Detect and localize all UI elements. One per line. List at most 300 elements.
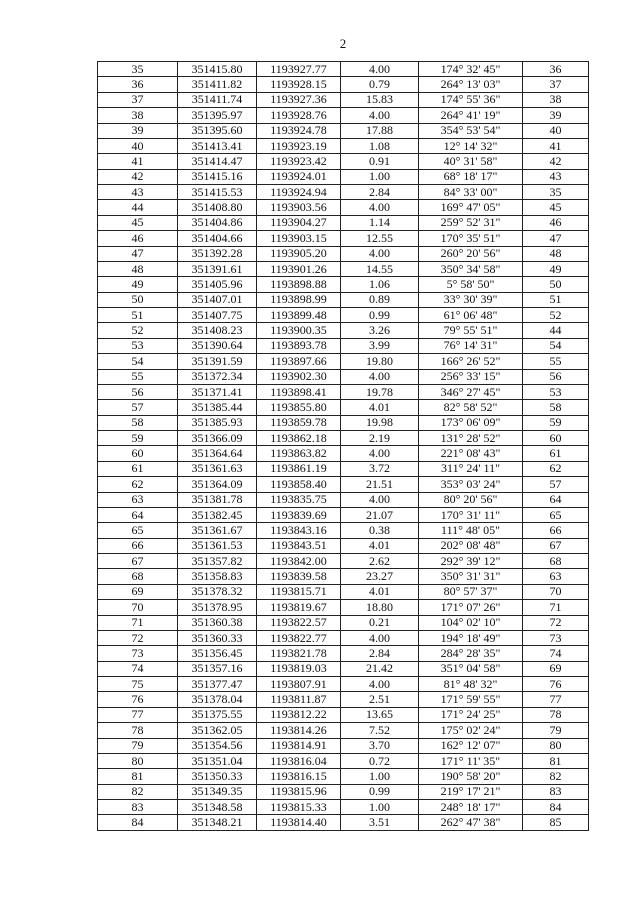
next-point-cell: 55: [523, 354, 589, 369]
table-row: [98, 138, 589, 153]
next-point-cell: 62: [523, 461, 589, 476]
next-point-cell: 51: [523, 292, 589, 307]
y-coordinate-cell: 1193842.00: [257, 554, 341, 569]
table-row: [98, 707, 589, 722]
y-coordinate-cell: 1193843.51: [257, 538, 341, 553]
x-coordinate-cell: 351411.82: [178, 77, 257, 92]
x-coordinate-cell: 351358.83: [178, 569, 257, 584]
bearing-cell: 79° 55' 51": [419, 323, 523, 338]
next-point-cell: 48: [523, 246, 589, 261]
x-coordinate-cell: 351415.80: [178, 62, 257, 77]
y-coordinate-cell: 1193928.76: [257, 108, 341, 123]
page-number: 2: [339, 36, 347, 51]
distance-cell: 21.51: [341, 477, 419, 492]
distance-cell: 13.65: [341, 707, 419, 722]
next-point-cell: 67: [523, 538, 589, 553]
next-point-cell: 42: [523, 154, 589, 169]
distance-cell: 2.84: [341, 185, 419, 200]
x-coordinate-cell: 351354.56: [178, 738, 257, 753]
next-point-cell: 49: [523, 261, 589, 276]
next-point-cell: 44: [523, 323, 589, 338]
table-row: [98, 584, 589, 599]
y-coordinate-cell: 1193900.35: [257, 323, 341, 338]
y-coordinate-cell: 1193899.48: [257, 308, 341, 323]
x-coordinate-cell: 351348.58: [178, 800, 257, 815]
table-row: [98, 77, 589, 92]
distance-cell: 2.51: [341, 692, 419, 707]
distance-cell: 0.89: [341, 292, 419, 307]
bearing-cell: 264° 13' 03": [419, 77, 523, 92]
point-number-cell: 60: [98, 446, 178, 461]
point-number-cell: 72: [98, 630, 178, 645]
table-row: [98, 384, 589, 399]
y-coordinate-cell: 1193807.91: [257, 677, 341, 692]
distance-cell: 7.52: [341, 723, 419, 738]
table-row: [98, 261, 589, 276]
table-row: [98, 753, 589, 768]
point-number-cell: 50: [98, 292, 178, 307]
x-coordinate-cell: 351361.63: [178, 461, 257, 476]
point-number-cell: 59: [98, 431, 178, 446]
x-coordinate-cell: 351391.59: [178, 354, 257, 369]
distance-cell: 19.80: [341, 354, 419, 369]
next-point-cell: 79: [523, 723, 589, 738]
table-row: [98, 538, 589, 553]
x-coordinate-cell: 351349.35: [178, 784, 257, 799]
bearing-cell: 354° 53' 54": [419, 123, 523, 138]
point-number-cell: 63: [98, 492, 178, 507]
bearing-cell: 260° 20' 56": [419, 246, 523, 261]
next-point-cell: 50: [523, 277, 589, 292]
next-point-cell: 40: [523, 123, 589, 138]
x-coordinate-cell: 351364.64: [178, 446, 257, 461]
bearing-cell: 256° 33' 15": [419, 369, 523, 384]
distance-cell: 4.00: [341, 246, 419, 261]
distance-cell: 14.55: [341, 261, 419, 276]
y-coordinate-cell: 1193812.22: [257, 707, 341, 722]
bearing-cell: 169° 47' 05": [419, 200, 523, 215]
y-coordinate-cell: 1193927.36: [257, 92, 341, 107]
x-coordinate-cell: 351356.45: [178, 646, 257, 661]
distance-cell: 3.51: [341, 815, 419, 830]
y-coordinate-cell: 1193924.94: [257, 185, 341, 200]
next-point-cell: 58: [523, 400, 589, 415]
y-coordinate-cell: 1193858.40: [257, 477, 341, 492]
distance-cell: 12.55: [341, 231, 419, 246]
x-coordinate-cell: 351404.66: [178, 231, 257, 246]
table-row: [98, 354, 589, 369]
distance-cell: 1.00: [341, 769, 419, 784]
next-point-cell: 84: [523, 800, 589, 815]
table-row: [98, 431, 589, 446]
next-point-cell: 59: [523, 415, 589, 430]
bearing-cell: 264° 41' 19": [419, 108, 523, 123]
bearing-cell: 346° 27' 45": [419, 384, 523, 399]
distance-cell: 17.88: [341, 123, 419, 138]
y-coordinate-cell: 1193839.69: [257, 507, 341, 522]
distance-cell: 0.99: [341, 784, 419, 799]
distance-cell: 4.01: [341, 538, 419, 553]
next-point-cell: 61: [523, 446, 589, 461]
next-point-cell: 65: [523, 507, 589, 522]
y-coordinate-cell: 1193839.58: [257, 569, 341, 584]
x-coordinate-cell: 351395.97: [178, 108, 257, 123]
point-number-cell: 52: [98, 323, 178, 338]
table-row: [98, 677, 589, 692]
bearing-cell: 190° 58' 20": [419, 769, 523, 784]
table-row: [98, 108, 589, 123]
distance-cell: 19.78: [341, 384, 419, 399]
table-row: [98, 600, 589, 615]
point-number-cell: 48: [98, 261, 178, 276]
x-coordinate-cell: 351362.05: [178, 723, 257, 738]
point-number-cell: 43: [98, 185, 178, 200]
table-row: [98, 169, 589, 184]
point-number-cell: 64: [98, 507, 178, 522]
y-coordinate-cell: 1193861.19: [257, 461, 341, 476]
distance-cell: 4.00: [341, 369, 419, 384]
y-coordinate-cell: 1193815.96: [257, 784, 341, 799]
table-row: [98, 415, 589, 430]
next-point-cell: 63: [523, 569, 589, 584]
bearing-cell: 351° 04' 58": [419, 661, 523, 676]
x-coordinate-cell: 351415.53: [178, 185, 257, 200]
table-row: [98, 523, 589, 538]
y-coordinate-cell: 1193816.15: [257, 769, 341, 784]
next-point-cell: 66: [523, 523, 589, 538]
table-row: [98, 800, 589, 815]
next-point-cell: 38: [523, 92, 589, 107]
next-point-cell: 57: [523, 477, 589, 492]
table-row: [98, 246, 589, 261]
point-number-cell: 37: [98, 92, 178, 107]
point-number-cell: 74: [98, 661, 178, 676]
distance-cell: 0.72: [341, 753, 419, 768]
x-coordinate-cell: 351413.41: [178, 138, 257, 153]
bearing-cell: 68° 18' 17": [419, 169, 523, 184]
y-coordinate-cell: 1193819.67: [257, 600, 341, 615]
distance-cell: 3.26: [341, 323, 419, 338]
distance-cell: 0.91: [341, 154, 419, 169]
point-number-cell: 39: [98, 123, 178, 138]
y-coordinate-cell: 1193814.40: [257, 815, 341, 830]
point-number-cell: 54: [98, 354, 178, 369]
y-coordinate-cell: 1193901.26: [257, 261, 341, 276]
point-number-cell: 84: [98, 815, 178, 830]
distance-cell: 4.00: [341, 677, 419, 692]
distance-cell: 2.19: [341, 431, 419, 446]
point-number-cell: 81: [98, 769, 178, 784]
bearing-cell: 262° 47' 38": [419, 815, 523, 830]
next-point-cell: 45: [523, 200, 589, 215]
x-coordinate-cell: 351404.86: [178, 215, 257, 230]
next-point-cell: 52: [523, 308, 589, 323]
y-coordinate-cell: 1193927.77: [257, 62, 341, 77]
point-number-cell: 66: [98, 538, 178, 553]
next-point-cell: 72: [523, 615, 589, 630]
x-coordinate-cell: 351382.45: [178, 507, 257, 522]
point-number-cell: 65: [98, 523, 178, 538]
point-number-cell: 62: [98, 477, 178, 492]
table-row: [98, 461, 589, 476]
x-coordinate-cell: 351351.04: [178, 753, 257, 768]
table-row: [98, 185, 589, 200]
bearing-cell: 5° 58' 50": [419, 277, 523, 292]
point-number-cell: 53: [98, 338, 178, 353]
distance-cell: 1.00: [341, 800, 419, 815]
y-coordinate-cell: 1193903.15: [257, 231, 341, 246]
next-point-cell: 80: [523, 738, 589, 753]
table-row: [98, 477, 589, 492]
bearing-cell: 40° 31' 58": [419, 154, 523, 169]
distance-cell: 4.00: [341, 446, 419, 461]
distance-cell: 4.00: [341, 630, 419, 645]
table-row: [98, 277, 589, 292]
point-number-cell: 36: [98, 77, 178, 92]
table-row: [98, 784, 589, 799]
table-row: [98, 123, 589, 138]
y-coordinate-cell: 1193816.04: [257, 753, 341, 768]
x-coordinate-cell: 351378.95: [178, 600, 257, 615]
next-point-cell: 41: [523, 138, 589, 153]
next-point-cell: 64: [523, 492, 589, 507]
bearing-cell: 171° 11' 35": [419, 753, 523, 768]
bearing-cell: 170° 31' 11": [419, 507, 523, 522]
next-point-cell: 74: [523, 646, 589, 661]
bearing-cell: 202° 08' 48": [419, 538, 523, 553]
x-coordinate-cell: 351408.80: [178, 200, 257, 215]
y-coordinate-cell: 1193897.66: [257, 354, 341, 369]
bearing-cell: 76° 14' 31": [419, 338, 523, 353]
distance-cell: 3.99: [341, 338, 419, 353]
bearing-cell: 111° 48' 05": [419, 523, 523, 538]
point-number-cell: 77: [98, 707, 178, 722]
table-row: [98, 446, 589, 461]
x-coordinate-cell: 351392.28: [178, 246, 257, 261]
table-row: [98, 308, 589, 323]
bearing-cell: 82° 58' 52": [419, 400, 523, 415]
bearing-cell: 311° 24' 11": [419, 461, 523, 476]
x-coordinate-cell: 351395.60: [178, 123, 257, 138]
next-point-cell: 81: [523, 753, 589, 768]
distance-cell: 1.14: [341, 215, 419, 230]
x-coordinate-cell: 351385.93: [178, 415, 257, 430]
distance-cell: 4.00: [341, 492, 419, 507]
table-row: [98, 615, 589, 630]
distance-cell: 21.07: [341, 507, 419, 522]
bearing-cell: 12° 14' 32": [419, 138, 523, 153]
distance-cell: 23.27: [341, 569, 419, 584]
y-coordinate-cell: 1193903.56: [257, 200, 341, 215]
bearing-cell: 259° 52' 31": [419, 215, 523, 230]
x-coordinate-cell: 351407.75: [178, 308, 257, 323]
bearing-cell: 170° 35' 51": [419, 231, 523, 246]
coordinates-table: [97, 61, 589, 831]
table-row: [98, 231, 589, 246]
x-coordinate-cell: 351381.78: [178, 492, 257, 507]
table-row: [98, 723, 589, 738]
next-point-cell: 54: [523, 338, 589, 353]
x-coordinate-cell: 351361.53: [178, 538, 257, 553]
point-number-cell: 61: [98, 461, 178, 476]
y-coordinate-cell: 1193814.91: [257, 738, 341, 753]
point-number-cell: 56: [98, 384, 178, 399]
next-point-cell: 35: [523, 185, 589, 200]
x-coordinate-cell: 351414.47: [178, 154, 257, 169]
point-number-cell: 73: [98, 646, 178, 661]
x-coordinate-cell: 351408.23: [178, 323, 257, 338]
y-coordinate-cell: 1193815.33: [257, 800, 341, 815]
y-coordinate-cell: 1193863.82: [257, 446, 341, 461]
point-number-cell: 49: [98, 277, 178, 292]
x-coordinate-cell: 351357.16: [178, 661, 257, 676]
table-row: [98, 661, 589, 676]
y-coordinate-cell: 1193862.18: [257, 431, 341, 446]
distance-cell: 1.08: [341, 138, 419, 153]
x-coordinate-cell: 351405.96: [178, 277, 257, 292]
bearing-cell: 350° 34' 58": [419, 261, 523, 276]
y-coordinate-cell: 1193928.15: [257, 77, 341, 92]
table-row: [98, 62, 589, 77]
bearing-cell: 194° 18' 49": [419, 630, 523, 645]
next-point-cell: 78: [523, 707, 589, 722]
point-number-cell: 55: [98, 369, 178, 384]
x-coordinate-cell: 351385.44: [178, 400, 257, 415]
y-coordinate-cell: 1193904.27: [257, 215, 341, 230]
x-coordinate-cell: 351360.33: [178, 630, 257, 645]
y-coordinate-cell: 1193924.01: [257, 169, 341, 184]
x-coordinate-cell: 351377.47: [178, 677, 257, 692]
x-coordinate-cell: 351372.34: [178, 369, 257, 384]
y-coordinate-cell: 1193902.30: [257, 369, 341, 384]
next-point-cell: 60: [523, 431, 589, 446]
distance-cell: 4.00: [341, 200, 419, 215]
bearing-cell: 104° 02' 10": [419, 615, 523, 630]
next-point-cell: 83: [523, 784, 589, 799]
next-point-cell: 39: [523, 108, 589, 123]
point-number-cell: 38: [98, 108, 178, 123]
table-row: [98, 692, 589, 707]
table-row: [98, 200, 589, 215]
point-number-cell: 46: [98, 231, 178, 246]
table-row: [98, 646, 589, 661]
next-point-cell: 36: [523, 62, 589, 77]
point-number-cell: 44: [98, 200, 178, 215]
distance-cell: 4.01: [341, 584, 419, 599]
y-coordinate-cell: 1193835.75: [257, 492, 341, 507]
y-coordinate-cell: 1193811.87: [257, 692, 341, 707]
table-row: [98, 492, 589, 507]
distance-cell: 21.42: [341, 661, 419, 676]
y-coordinate-cell: 1193819.03: [257, 661, 341, 676]
table-row: [98, 92, 589, 107]
bearing-cell: 166° 26' 52": [419, 354, 523, 369]
next-point-cell: 73: [523, 630, 589, 645]
next-point-cell: 76: [523, 677, 589, 692]
x-coordinate-cell: 351375.55: [178, 707, 257, 722]
point-number-cell: 78: [98, 723, 178, 738]
point-number-cell: 51: [98, 308, 178, 323]
table-row: [98, 338, 589, 353]
distance-cell: 18.80: [341, 600, 419, 615]
distance-cell: 4.00: [341, 108, 419, 123]
bearing-cell: 81° 48' 32": [419, 677, 523, 692]
point-number-cell: 80: [98, 753, 178, 768]
x-coordinate-cell: 351407.01: [178, 292, 257, 307]
bearing-cell: 80° 20' 56": [419, 492, 523, 507]
bearing-cell: 221° 08' 43": [419, 446, 523, 461]
x-coordinate-cell: 351348.21: [178, 815, 257, 830]
point-number-cell: 83: [98, 800, 178, 815]
point-number-cell: 68: [98, 569, 178, 584]
distance-cell: 0.21: [341, 615, 419, 630]
distance-cell: 19.98: [341, 415, 419, 430]
y-coordinate-cell: 1193822.57: [257, 615, 341, 630]
next-point-cell: 56: [523, 369, 589, 384]
point-number-cell: 76: [98, 692, 178, 707]
next-point-cell: 77: [523, 692, 589, 707]
distance-cell: 1.00: [341, 169, 419, 184]
x-coordinate-cell: 351378.04: [178, 692, 257, 707]
point-number-cell: 47: [98, 246, 178, 261]
point-number-cell: 70: [98, 600, 178, 615]
distance-cell: 4.00: [341, 62, 419, 77]
next-point-cell: 53: [523, 384, 589, 399]
y-coordinate-cell: 1193855.80: [257, 400, 341, 415]
bearing-cell: 171° 07' 26": [419, 600, 523, 615]
table-row: [98, 769, 589, 784]
point-number-cell: 71: [98, 615, 178, 630]
bearing-cell: 174° 32' 45": [419, 62, 523, 77]
x-coordinate-cell: 351350.33: [178, 769, 257, 784]
next-point-cell: 82: [523, 769, 589, 784]
bearing-cell: 350° 31' 31": [419, 569, 523, 584]
bearing-cell: 171° 24' 25": [419, 707, 523, 722]
table-row: [98, 369, 589, 384]
x-coordinate-cell: 351378.32: [178, 584, 257, 599]
next-point-cell: 85: [523, 815, 589, 830]
bearing-cell: 171° 59' 55": [419, 692, 523, 707]
bearing-cell: 173° 06' 09": [419, 415, 523, 430]
distance-cell: 3.72: [341, 461, 419, 476]
distance-cell: 0.79: [341, 77, 419, 92]
y-coordinate-cell: 1193924.78: [257, 123, 341, 138]
bearing-cell: 353° 03' 24": [419, 477, 523, 492]
next-point-cell: 68: [523, 554, 589, 569]
y-coordinate-cell: 1193923.19: [257, 138, 341, 153]
x-coordinate-cell: 351411.74: [178, 92, 257, 107]
point-number-cell: 82: [98, 784, 178, 799]
x-coordinate-cell: 351357.82: [178, 554, 257, 569]
x-coordinate-cell: 351360.38: [178, 615, 257, 630]
y-coordinate-cell: 1193815.71: [257, 584, 341, 599]
next-point-cell: 47: [523, 231, 589, 246]
bearing-cell: 162° 12' 07": [419, 738, 523, 753]
distance-cell: 2.62: [341, 554, 419, 569]
distance-cell: 1.06: [341, 277, 419, 292]
point-number-cell: 57: [98, 400, 178, 415]
next-point-cell: 71: [523, 600, 589, 615]
x-coordinate-cell: 351361.67: [178, 523, 257, 538]
point-number-cell: 69: [98, 584, 178, 599]
table-row: [98, 292, 589, 307]
bearing-cell: 292° 39' 12": [419, 554, 523, 569]
y-coordinate-cell: 1193843.16: [257, 523, 341, 538]
table-row: [98, 507, 589, 522]
y-coordinate-cell: 1193893.78: [257, 338, 341, 353]
next-point-cell: 37: [523, 77, 589, 92]
table-row: [98, 630, 589, 645]
